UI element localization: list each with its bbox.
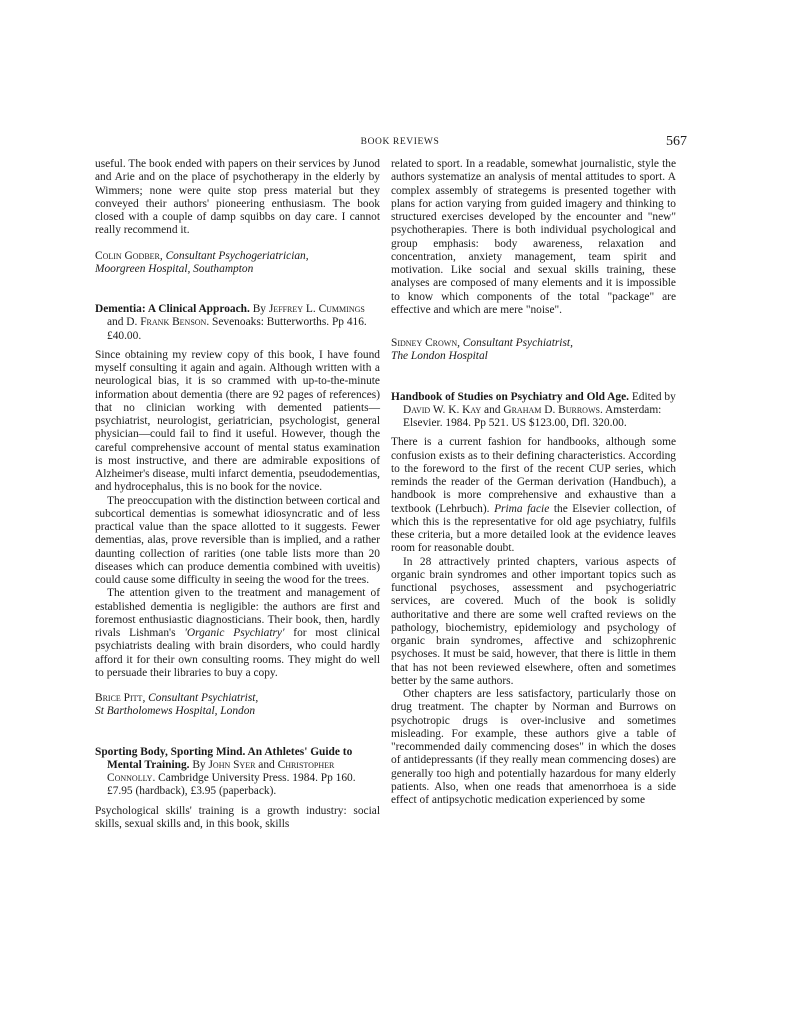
book-and: and	[107, 316, 127, 329]
book-heading	[95, 746, 380, 799]
reviewer-institution: Moorgreen Hospital, Southampton	[95, 262, 254, 275]
book-and: and	[481, 403, 504, 416]
latin-phrase: Prima facie	[494, 502, 550, 515]
book-by: By	[249, 303, 269, 315]
continued-paragraph: related to sport. In a readable, somewhat journalistic, style the authors systematize an analysis of mental attitudes to sport. A complex assembly of strategems is presented together with plans for action varying from guided imagery and thinking to structured exercises developed by the encounter and "new" psychotherapies. There is both individual psychological and group emphasis: body awareness, relaxation and concentration, anxiety management, team spirit and motivation. Like social and sexual skills training, these analyses are composed of many elements and it is impossible to know which components of the total "package" are effective and which are mere "noise".	[391, 158, 676, 316]
cited-title: 'Organic Psychiatry'	[184, 627, 285, 639]
book-title: Handbook of Studies on Psychiatry and Old Age.	[391, 390, 629, 403]
reviewer-name: Brice Pitt	[95, 692, 143, 704]
book-author: Graham D. Burrows	[503, 403, 600, 416]
review-text: the Elsevier collection, of which this is the representative for old age psychiatry, fulfils these criteria, but a more detailed look at the evidence leaves room for reasonable doubt.	[391, 502, 677, 555]
book-author: David W. K. Kay	[403, 403, 482, 416]
reviewer-signature	[391, 337, 676, 364]
book-and: and	[255, 758, 278, 771]
book-author: Christopher Connolly	[107, 758, 335, 784]
review-paragraph: Other chapters are less satisfactory, particularly those on drug treatment. The chapter by Norman and Burrows on psychotropic drugs is over-inclusive and sometimes misleading. For example, these authors give a table of "recommended daily commencing doses" in which the doses of antidepressants (if they really mean commencing doses) are generally too high and potentially hazardous for many elderly patients. Also, when one reads that amenorrhoea is a side effect of antipsychotic medication experienced by some	[391, 688, 676, 806]
reviewer-institution: The London Hospital	[391, 350, 488, 363]
book-heading	[391, 391, 676, 431]
page-number: 567	[666, 134, 687, 149]
left-column	[95, 158, 380, 831]
review-text: There is a current fashion for handbooks, although some confusion exists as to their defining characteristics. According to the foreword to the first of the recent CUP series, which reminds the reader of the German derivation (Handbuch), a handbook is more comprehensive and exhaustive than a textbook (Lehrbuch).	[391, 436, 676, 515]
reviewer-title: , Consultant Psychiatrist,	[457, 337, 573, 349]
review-paragraph: Psychological skills' training is a growth industry: social skills, sexual skills and, in this book, skills	[95, 804, 380, 830]
book-title: Dementia: A Clinical Approach.	[95, 303, 250, 315]
running-head-title: BOOK REVIEWS	[360, 137, 440, 147]
book-publication: . Sevenoaks: Butterworths. Pp 416. £40.00.	[107, 316, 367, 342]
review-paragraph	[95, 587, 380, 680]
book-heading	[95, 303, 380, 343]
continued-paragraph: useful. The book ended with papers on their services by Junod and Arie and on the place of psychotherapy in the elderly by Wimmers; none were quite stop press material but they conveyed their authors' pioneering enthusiasm. The book closed with a couple of damp squibbs on day care. I cannot really recommend it.	[95, 158, 380, 237]
book-title: Sporting Body, Sporting Mind. An Athletes' Guide to Mental Training.	[95, 745, 353, 771]
book-author: Jeffrey L. Cummings	[268, 303, 365, 315]
reviewer-title: , Consultant Psychiatrist,	[142, 692, 259, 704]
reviewer-title: , Consultant Psychogeriatrician,	[159, 249, 309, 262]
reviewer-signature	[95, 692, 380, 719]
reviewer-name: Sidney Crown	[391, 337, 458, 349]
review-paragraph	[391, 436, 676, 555]
book-by: By	[189, 758, 209, 771]
book-publication: . Cambridge University Press. 1984. Pp 160. £7.95 (hardback), £3.95 (paperback).	[107, 772, 356, 798]
reviewer-institution: St Bartholomews Hospital, London	[95, 705, 256, 718]
review-paragraph: In 28 attractively printed chapters, various aspects of organic brain syndromes and other important topics such as functional psychoses, assessment and psychogeriatric services, are covered. Much of the book is solidly authoritative and there are some well crafted reviews on the pathology, biochemistry, epidemiology and psychology of organic brain syndromes, affective and schizophrenic psychoses. It must be said, however, that there is little in them that has not been reviewed elsewhere, often and sometimes better by the same authors.	[391, 555, 676, 687]
reviewer-signature	[95, 250, 380, 277]
running-head	[0, 134, 800, 153]
review-text: for most clinical psychiatrists dealing with brain disorders, who could hardly afford it for their own consulting rooms. They might do well to persuade their libraries to buy a copy.	[95, 627, 380, 679]
right-column	[391, 158, 676, 807]
review-paragraph: Since obtaining my review copy of this book, I have found myself consulting it again and again. Although written with a neurological bias, it is so crammed with up-to-the-minute information about dementia (there are 92 pages of references) that no clinician working with demented patients—psychiatrist, neurologist, geriatrician, psychologist, general physician—could fail to find it useful. However, though the careful comprehensive account of mental status examination is most instructive, and there are admirable expositions of Alzheimer's disease, multi infarct dementia, pseudodementias, and hydrocephalus, this is no book for the novice.	[95, 348, 380, 494]
book-by: Edited by	[629, 390, 676, 403]
book-author: John Syer	[208, 758, 256, 771]
review-paragraph: The preoccupation with the distinction between cortical and subcortical dementias is somewhat idiosyncratic and of less practical value than the space allotted to it suggests. Fewer dementias, alas, prove reversible than is implied, and a rather daunting collection of rarities (one table lists more than 20 diseases which can produce dementia combined with uveitis) could cause some difficulty in seeing the wood for the trees.	[95, 494, 380, 586]
review-text: The attention given to the treatment and management of established dementia is negligible: the authors are first and foremost enthusiastic diagnosticians. Their book, then, hardly rivals Lishman's	[95, 587, 380, 639]
book-author: D. Frank Benson	[126, 316, 207, 329]
book-publication: . Amsterdam: Elsevier. 1984. Pp 521. US $123.00, Dfl. 320.00.	[403, 403, 662, 429]
reviewer-name: Colin Godber	[95, 249, 160, 262]
